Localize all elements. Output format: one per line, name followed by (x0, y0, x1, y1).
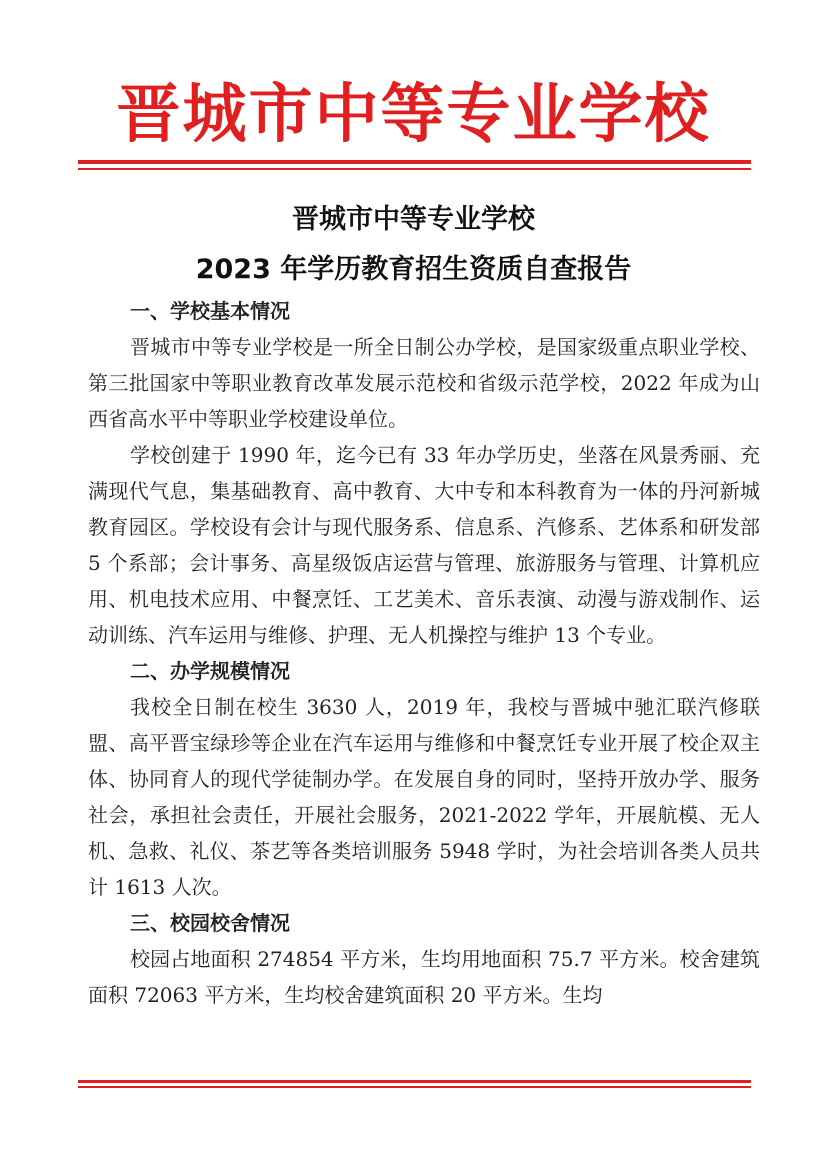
body-paragraph: 晋城市中等专业学校是一所全日制公办学校，是国家级重点职业学校、第三批国家中等职业教育改革发展示范校和省级示范学校，2022 年成为山西省高水平中等职业学校建设单位。 (88, 335, 760, 431)
body-paragraph: 学校创建于 1990 年，迄今已有 33 年办学历史，坐落在风景秀丽、充满现代气息，集基础教育、高中教育、大中专和本科教育为一体的丹河新城教育园区。学校设有会计与现代服务系、信息系、汽修系、艺体系和研发部 5 个系部；会计事务、高星级饭店运营与管理、旅游服务与管理、计算机应用、机电技术应用、中餐烹饪、工艺美术、音乐表演、动漫与游戏制作、运动训练、汽车运用与维修、护理、无人机操控与维护 13 个专业。 (88, 443, 760, 647)
footer-rule-thin (78, 1086, 751, 1088)
letterhead-school-name: 晋城市中等专业学校 (116, 77, 711, 152)
footer-rule-thick (78, 1080, 751, 1083)
document-title-line1: 晋城市中等专业学校 (292, 204, 535, 235)
body-paragraph: 校园占地面积 274854 平方米，生均用地面积 75.7 平方米。校舍建筑面积 72063 平方米，生均校舍建筑面积 20 平方米。生均 (88, 947, 760, 1007)
section-heading: 一、学校基本情况 (130, 299, 290, 323)
header-rule-thick (78, 160, 751, 164)
document-title-line2: 2023 年学历教育招生资质自查报告 (195, 254, 632, 285)
document-body (88, 293, 760, 1013)
body-paragraph: 我校全日制在校生 3630 人，2019 年，我校与晋城中驰汇联汽修联盟、高平晋宝绿珍等企业在汽车运用与维修和中餐烹饪专业开展了校企双主体、协同育人的现代学徒制办学。在发展自身的同时，坚持开放办学、服务社会，承担社会责任，开展社会服务，2021-2022 学年，开展航模、无人机、急救、礼仪、茶艺等各类培训服务 5948 学时，为社会培训各类人员共计 1613 人次。 (88, 695, 760, 899)
section-heading: 二、办学规模情况 (130, 659, 290, 683)
section-heading: 三、校园校舍情况 (130, 911, 290, 935)
header-rule-thin (78, 168, 751, 170)
